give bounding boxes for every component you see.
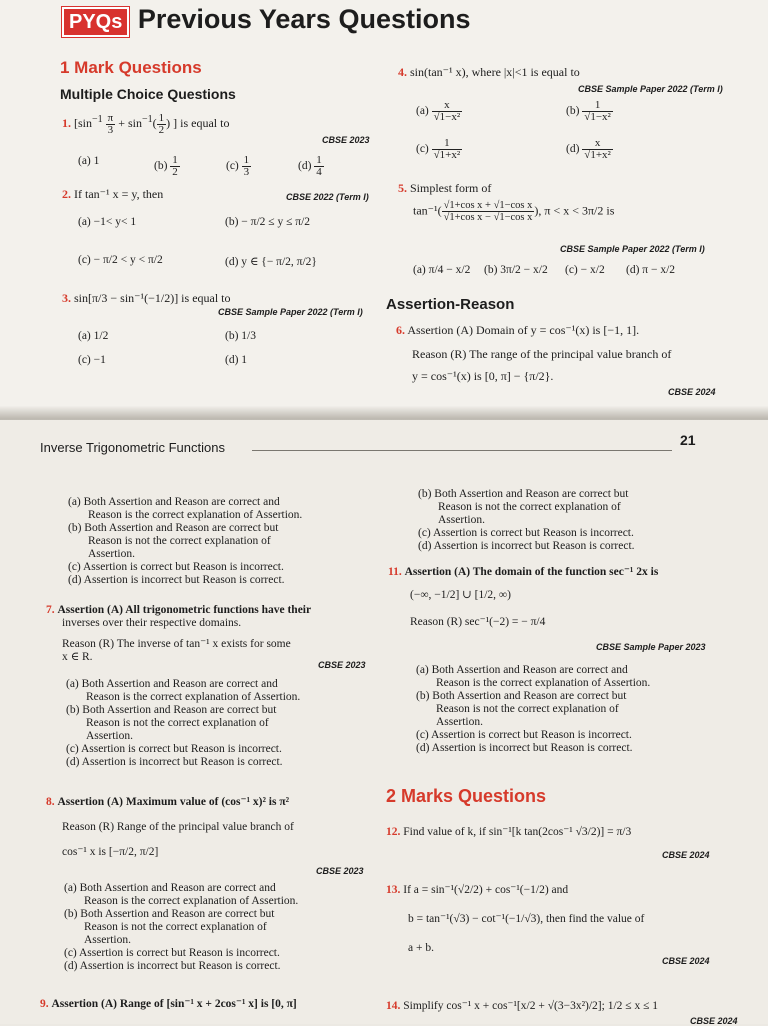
q3-option-d: (d) 1: [225, 354, 248, 366]
q5-option-b: (b) 3π/2 − x/2: [484, 264, 548, 276]
q11-option-line: (a) Both Assertion and Reason are correct and: [416, 664, 628, 676]
question-4: 4. sin(tan⁻¹ x), where |x|<1 is equal to: [398, 65, 580, 79]
q11-option-line: (d) Assertion is incorrect but Reason is correct.: [416, 742, 633, 754]
option-line: (d) Assertion is incorrect but Reason is correct.: [418, 540, 635, 552]
option-line: Assertion.: [88, 548, 135, 560]
q8-option-line: (b) Both Assertion and Reason are correct but: [64, 908, 275, 920]
q2-option-c: (c) − π/2 < y < π/2: [78, 254, 163, 266]
q8-option-line: Reason is not the correct explanation of: [84, 921, 267, 933]
q11-option-line: Reason is not the correct explanation of: [436, 703, 619, 715]
q6-tag: CBSE 2024: [668, 387, 716, 397]
options-left-top: [68, 496, 378, 587]
question-11: 11. Assertion (A) The domain of the function sec⁻¹ 2x is (−∞, −1/2] ∪ [1/2, ∞) Reason (R) sec⁻¹(−2) = − π/4: [388, 566, 659, 628]
options-right-top: [418, 488, 718, 553]
q8-tag: CBSE 2023: [316, 866, 364, 876]
q7-option-line: Reason is not the correct explanation of: [86, 717, 269, 729]
q8-options: [64, 882, 374, 973]
page-top: [0, 0, 768, 420]
q8-option-line: (a) Both Assertion and Reason are correct and: [64, 882, 276, 894]
q7-option-line: (a) Both Assertion and Reason are correct and: [66, 678, 278, 690]
option-line: (c) Assertion is correct but Reason is incorrect.: [418, 527, 634, 539]
q12-tag: CBSE 2024: [662, 850, 710, 860]
option-line: (a) Both Assertion and Reason are correct and: [68, 496, 280, 508]
q8-option-line: Reason is the correct explanation of Assertion.: [84, 895, 299, 907]
q4-option-b: (b) $\frac{1}{\text{√1−x²}}$: [566, 99, 611, 123]
question-1: 1. [$\sin^{-1}$ $\frac{\pi}{3}$ + $\sin^{-1}$( $\frac{1}{2}$ ) ] is equal to: [62, 111, 230, 136]
question-3: 3. sin[π/3 − sin⁻¹(−1/2)] is equal to: [62, 291, 231, 305]
q7-option-line: (b) Both Assertion and Reason are correct but: [66, 704, 277, 716]
q11-option-line: Reason is the correct explanation of Assertion.: [436, 677, 651, 689]
option-line: Reason is not the correct explanation of: [438, 501, 621, 513]
q2-option-a: (a) −1< y< 1: [78, 216, 137, 228]
q8-option-line: (c) Assertion is correct but Reason is incorrect.: [64, 947, 280, 959]
section-one-mark: 1 Mark Questions: [60, 58, 202, 77]
q4-option-a: (a) $\frac{x}{\text{√1−x²}}$: [416, 99, 461, 123]
q5-tag: CBSE Sample Paper 2022 (Term I): [560, 244, 705, 254]
q7-tag: CBSE 2023: [318, 660, 366, 670]
question-7: 7. Assertion (A) All trigonometric functions have their inverses over their respective domains. Reason (R) The inverse of tan⁻¹ x exists for some x ∈ R.: [46, 604, 312, 663]
q5-expression: tan⁻¹( $\frac{\text{√1+cos x + √1−cos x}}{\text{√1+cos x − √1−cos x}}$ ), π < x < 3π/2 is: [413, 200, 615, 223]
section-mcq: Multiple Choice Questions: [60, 86, 236, 102]
q1-options: (a) 1 (b) $\frac{1}{2}$ (c) $\frac{1}{3}$ (d) $\frac{1}{4}$: [78, 154, 322, 178]
q2-option-b: (b) − π/2 ≤ y ≤ π/2: [225, 216, 311, 228]
q11-option-line: (b) Both Assertion and Reason are correct but: [416, 690, 627, 702]
q3-tag: CBSE Sample Paper 2022 (Term I): [218, 307, 363, 317]
section-assertion-reason: Assertion-Reason: [386, 296, 515, 313]
q5-option-a: (a) π/4 − x/2: [413, 264, 471, 276]
page-title: Previous Years Questions: [137, 4, 471, 34]
page-number: 21: [680, 432, 696, 448]
q3-option-c: (c) −1: [78, 354, 106, 366]
q7-option-line: Assertion.: [86, 730, 133, 742]
question-5: 5. Simplest form of: [398, 181, 492, 195]
q5-option-c: (c) − x/2: [565, 264, 605, 276]
option-line: Reason is not the correct explanation of: [88, 535, 271, 547]
q3-option-b: (b) 1/3: [225, 330, 256, 342]
option-line: Reason is the correct explanation of Assertion.: [88, 509, 303, 521]
q11-tag: CBSE Sample Paper 2023: [596, 642, 706, 652]
q4-tag: CBSE Sample Paper 2022 (Term I): [578, 84, 723, 94]
q7-option-line: (c) Assertion is correct but Reason is incorrect.: [66, 743, 282, 755]
question-6: 6. Assertion (A) Domain of y = cos⁻¹(x) is [−1, 1].: [396, 323, 640, 337]
option-line: (b) Both Assertion and Reason are correct but: [418, 488, 629, 500]
q7-option-line: (d) Assertion is incorrect but Reason is correct.: [66, 756, 283, 768]
q1-tag: CBSE 2023: [322, 135, 370, 145]
option-line: (c) Assertion is correct but Reason is incorrect.: [68, 561, 284, 573]
q2-option-d: (d) y ∈ {− π/2, π/2}: [225, 256, 317, 268]
q8-option-line: (d) Assertion is incorrect but Reason is correct.: [64, 960, 281, 972]
question-13: 13. If a = sin⁻¹(√2/2) + cos⁻¹(−1/2) and b = tan⁻¹(√3) − cot⁻¹(−1/√3), then find the value of a + b.: [386, 884, 645, 954]
q11-option-line: Assertion.: [436, 716, 483, 728]
question-2: 2. If tan⁻¹ x = y, then: [62, 187, 164, 201]
q11-options: [416, 664, 726, 755]
q3-option-a: (a) 1/2: [78, 330, 109, 342]
pyqs-badge: PYQs: [62, 7, 129, 37]
running-head: Inverse Trigonometric Functions: [40, 440, 225, 455]
q7-option-line: Reason is the correct explanation of Assertion.: [86, 691, 301, 703]
option-line: Assertion.: [438, 514, 485, 526]
q8-option-line: Assertion.: [84, 934, 131, 946]
q7-options: [66, 678, 376, 769]
q13-tag: CBSE 2024: [662, 956, 710, 966]
question-14: 14. Simplify cos⁻¹ x + cos⁻¹[x/2 + √(3−3x²)/2]; 1/2 ≤ x ≤ 1: [386, 1000, 659, 1012]
q14-tag: CBSE 2024: [690, 1016, 738, 1026]
question-8: 8. Assertion (A) Maximum value of (cos⁻¹ x)² is π² Reason (R) Range of the principal value branch of cos⁻¹ x is [−π/2, π/2]: [46, 796, 294, 858]
page-header: [62, 4, 470, 35]
q4-option-c: (c) $\frac{1}{\text{√1+x²}}$: [416, 137, 461, 161]
question-9: 9. Assertion (A) Range of [sin⁻¹ x + 2cos⁻¹ x] is [0, π]: [40, 998, 297, 1010]
q2-tag: CBSE 2022 (Term I): [286, 192, 369, 202]
option-line: (b) Both Assertion and Reason are correct but: [68, 522, 279, 534]
header-rule: [252, 450, 672, 451]
q5-option-d: (d) π − x/2: [626, 264, 676, 276]
option-line: (d) Assertion is incorrect but Reason is correct.: [68, 574, 285, 586]
q4-option-d: (d) $\frac{x}{\text{√1+x²}}$: [566, 137, 611, 161]
q11-option-line: (c) Assertion is correct but Reason is incorrect.: [416, 729, 632, 741]
question-12: 12. Find value of k, if sin⁻¹[k tan(2cos⁻¹ √3/2)] = π/3: [386, 826, 632, 838]
q6-reason: Reason (R) The range of the principal value branch of y = cos⁻¹(x) is [0, π] − {π/2}.: [412, 347, 672, 383]
section-two-marks: 2 Marks Questions: [386, 786, 547, 806]
page-bottom: [0, 420, 768, 1024]
